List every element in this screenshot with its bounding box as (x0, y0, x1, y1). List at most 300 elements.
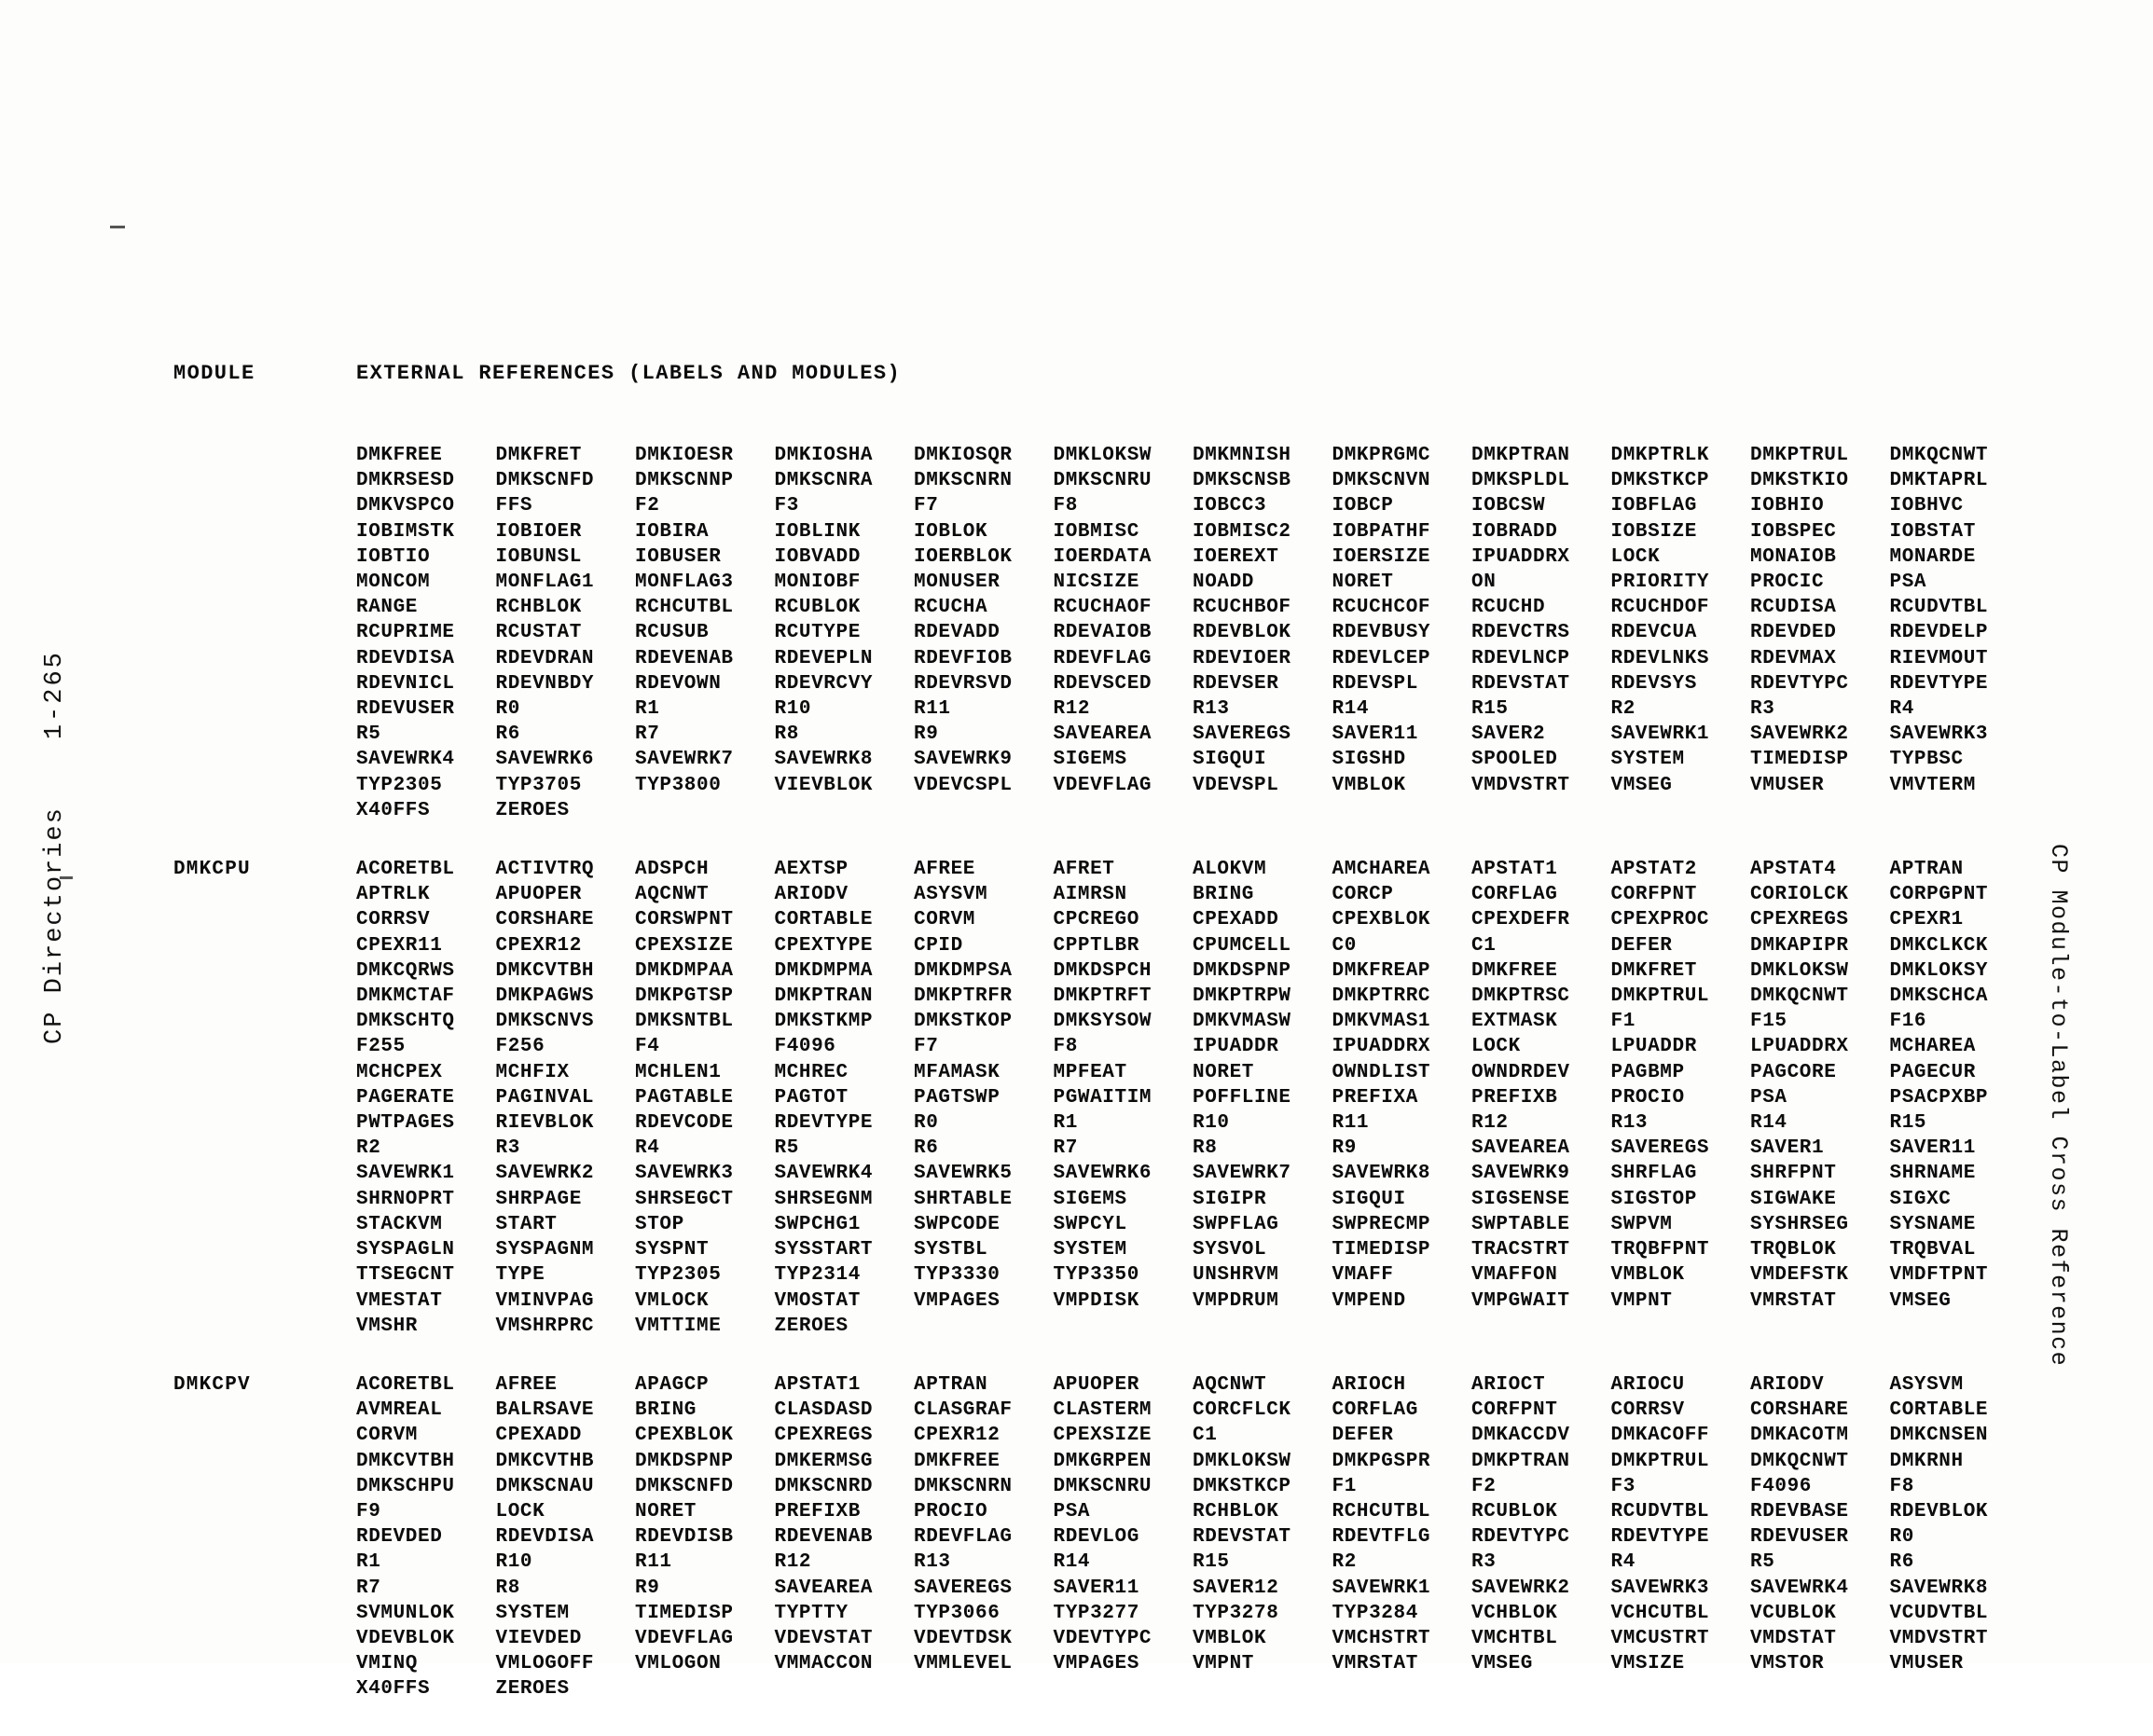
reference-grid (356, 443, 2029, 823)
reference-entry: IOBMISC2 (1193, 520, 1291, 543)
reference-entry: CORFPNT (1610, 884, 1697, 906)
reference-entry: SYSTBL (914, 1239, 988, 1261)
reference-entry: RCUDVTBL (1610, 1500, 1710, 1522)
reference-entry: VCUDVTBL (1889, 1602, 1989, 1624)
reference-entry: CORSHARE (495, 909, 595, 931)
reference-entry: RDEVSTAT (1471, 672, 1570, 695)
reference-entry: DMKSCNRN (914, 470, 1013, 492)
reference-entry: VMTTIME (635, 1315, 722, 1337)
reference-entry: SAVER11 (1889, 1137, 1976, 1160)
reference-entry: STOP (635, 1213, 684, 1235)
reference-entry: SYSNAME (1889, 1213, 1976, 1235)
reference-entry: F3 (774, 495, 799, 517)
reference-entry: VMSTOR (1750, 1653, 1825, 1675)
reference-entry: RANGE (356, 597, 419, 619)
reference-entry: CORRSV (356, 909, 431, 931)
reference-entry: CPEXREGS (1750, 909, 1849, 931)
reference-entry: SAVEWRK8 (1889, 1577, 1989, 1599)
reference-entry: VMPAGES (1053, 1653, 1139, 1675)
reference-entry: TRQBVAL (1889, 1239, 1976, 1261)
reference-entry: R15 (1889, 1112, 1927, 1135)
reference-entry: DMKSYSOW (1053, 1011, 1152, 1033)
reference-entry: CORFPNT (1471, 1399, 1558, 1422)
reference-entry: F4 (635, 1036, 660, 1058)
reference-entry: RDEVFIOB (914, 647, 1013, 669)
reference-entry: R14 (1332, 698, 1370, 721)
reference-entry: VDEVFLAG (635, 1627, 734, 1649)
reference-entry: SAVEREGS (914, 1577, 1013, 1599)
reference-entry: APTRAN (914, 1373, 988, 1396)
reference-entry: TIMEDISP (1750, 749, 1849, 771)
reference-entry: VMSIZE (1610, 1653, 1685, 1675)
reference-entry: DMKPTRRC (1332, 985, 1431, 1008)
reference-entry: VDEVTYPC (1053, 1627, 1152, 1649)
reference-entry: VMCHSTRT (1332, 1627, 1431, 1649)
reference-entry: VDEVCSPL (914, 774, 1013, 796)
reference-entry: ARIOCH (1332, 1373, 1406, 1396)
module-name: DMKCPU (173, 859, 251, 881)
reference-entry: VDEVSTAT (774, 1627, 874, 1649)
reference-entry: VDEVBLOK (356, 1627, 455, 1649)
reference-entry: DMKERMSG (774, 1450, 874, 1472)
reference-entry: TYP2314 (774, 1264, 861, 1287)
reference-entry: RDEVDED (1750, 622, 1837, 644)
reference-entry: SIGQUI (1193, 749, 1267, 771)
reference-entry: F4096 (1750, 1475, 1813, 1497)
reference-entry: APSTAT1 (774, 1373, 861, 1396)
page-content (173, 362, 2029, 1736)
reference-entry: SIGEMS (1053, 749, 1127, 771)
reference-entry: SIGWAKE (1750, 1188, 1837, 1210)
reference-entry: SAVEWRK3 (1889, 723, 1989, 746)
reference-entry: ACORETBL (356, 859, 455, 881)
reference-entry: PROCIO (1610, 1086, 1685, 1109)
reference-entry: ON (1471, 572, 1497, 594)
reference-entry: DMKCVTHB (495, 1450, 595, 1472)
reference-entry: IOBSIZE (1610, 520, 1697, 543)
reference-entry: F2 (635, 495, 660, 517)
reference-entry: SAVEWRK4 (1750, 1577, 1849, 1599)
reference-entry: SPOOLED (1471, 749, 1558, 771)
reference-entry: TYP3330 (914, 1264, 1001, 1287)
reference-entry: RDEVFLAG (914, 1526, 1013, 1549)
reference-entry: RDEVDRAN (495, 647, 595, 669)
reference-entry: RDEVEPLN (774, 647, 874, 669)
reference-entry: DMKSCNSB (1193, 470, 1291, 492)
reference-entry: NICSIZE (1053, 572, 1139, 594)
reference-entry: VMUSER (1750, 774, 1825, 796)
reference-entry: DMKDSPCH (1053, 959, 1152, 982)
module-block (173, 1372, 2029, 1702)
reference-entry: DMKSCHPU (356, 1475, 455, 1497)
reference-entry: SYSTEM (1053, 1239, 1127, 1261)
header-module: MODULE (173, 362, 255, 385)
reference-entry: CPEXSIZE (1053, 1425, 1152, 1447)
reference-entry: ZEROES (495, 1678, 570, 1701)
reference-entry: IOBPATHF (1332, 520, 1431, 543)
reference-entry: R4 (1610, 1551, 1635, 1574)
reference-entry: DMKQCNWT (1889, 445, 1989, 466)
reference-entry: DMKSCNFD (495, 470, 595, 492)
reference-entry: DMKIOSHA (774, 445, 874, 466)
reference-entry: UNSHRVM (1193, 1264, 1279, 1287)
reference-entry: R15 (1471, 698, 1509, 721)
reference-entry: TYP3705 (495, 774, 582, 796)
reference-entry: SAVEWRK8 (774, 749, 874, 771)
reference-entry: VMUSER (1889, 1653, 1964, 1675)
reference-entry: VMSEG (1889, 1289, 1952, 1312)
reference-entry: DMKDSPNP (1193, 959, 1291, 982)
reference-entry: R5 (774, 1137, 799, 1160)
reference-entry: R2 (356, 1137, 381, 1160)
reference-entry: R2 (1610, 698, 1635, 721)
reference-entry: DMKMCTAF (356, 985, 455, 1008)
reference-entry: VMDFTPNT (1889, 1264, 1989, 1287)
reference-entry: SAVER1 (1750, 1137, 1825, 1160)
reference-entry: SAVEWRK2 (1471, 1577, 1570, 1599)
reference-entry: START (495, 1213, 558, 1235)
reference-entry: SAVEREGS (1610, 1137, 1710, 1160)
reference-entry: DMKCVTBH (356, 1450, 455, 1472)
reference-entry: R12 (1053, 698, 1091, 721)
reference-entry: IOBSTAT (1889, 520, 1976, 543)
reference-entry: SHRFLAG (1610, 1163, 1697, 1185)
reference-entry: SIGSENSE (1471, 1188, 1570, 1210)
reference-entry: IOERSIZE (1332, 545, 1431, 568)
reference-entry: RCHBLOK (495, 597, 582, 619)
reference-entry: PSA (1750, 1086, 1787, 1109)
reference-entry: SHRPAGE (495, 1188, 582, 1210)
reference-entry: AVMREAL (356, 1399, 443, 1422)
reference-entry: PROCIC (1750, 572, 1825, 594)
reference-entry: CPCREGO (1053, 909, 1139, 931)
reference-entry: CPEXR1 (1889, 909, 1964, 931)
reference-entry: PAGERATE (356, 1086, 455, 1109)
reference-entry: VMCHTBL (1471, 1627, 1558, 1649)
reference-entry: IOBHIO (1750, 495, 1825, 517)
reference-entry: RDEVLOG (1053, 1526, 1139, 1549)
reference-entry: RCUBLOK (1471, 1500, 1558, 1522)
header-external-references: EXTERNAL REFERENCES (LABELS AND MODULES) (356, 362, 902, 385)
reference-entry: RDEVOWN (635, 672, 722, 695)
reference-entry: VMRSTAT (1332, 1653, 1418, 1675)
reference-entry: RDEVNBDY (495, 672, 595, 695)
reference-entry: AIMRSN (1053, 884, 1127, 906)
reference-entry: VMPGWAIT (1471, 1289, 1570, 1312)
reference-entry: PWTPAGES (356, 1112, 455, 1135)
reference-entry: F255 (356, 1036, 406, 1058)
reference-entry: SAVER12 (1193, 1577, 1279, 1599)
reference-entry: DMKQCNWT (1750, 985, 1849, 1008)
reference-entry: SWPCYL (1053, 1213, 1127, 1235)
reference-entry: SAVEAREA (774, 1577, 874, 1599)
reference-entry: RDEVTFLG (1332, 1526, 1431, 1549)
reference-entry: CORSWPNT (635, 909, 734, 931)
reference-entry: SHRSEGCT (635, 1188, 734, 1210)
reference-entry: VMMLEVEL (914, 1653, 1013, 1675)
reference-entry: R12 (774, 1551, 812, 1574)
reference-entry: VMBLOK (1332, 774, 1406, 796)
reference-entry: RDEVSYS (1610, 672, 1697, 695)
reference-entry: RCUCHAOF (1053, 597, 1152, 619)
reference-entry: IOBIMSTK (356, 520, 455, 543)
reference-entry: DMKSNTBL (635, 1011, 734, 1033)
reference-entry: RCUCHA (914, 597, 988, 619)
reference-entry: DEFER (1610, 934, 1673, 957)
reference-entry: CORCFLCK (1193, 1399, 1291, 1422)
reference-entry: SAVEWRK7 (635, 749, 734, 771)
reference-entry: VMLOGOFF (495, 1653, 595, 1675)
reference-entry: VMPDRUM (1193, 1289, 1279, 1312)
reference-entry: DMKPTRFR (914, 985, 1013, 1008)
reference-entry: VMBLOK (1610, 1264, 1685, 1287)
reference-entry: DMKSTKCP (1610, 470, 1710, 492)
reference-entry: SAVER11 (1053, 1577, 1139, 1599)
reference-entry: SYSPAGLN (356, 1239, 455, 1261)
reference-entry: TIMEDISP (1332, 1239, 1431, 1261)
reference-entry: RDEVAIOB (1053, 622, 1152, 644)
reference-entry: C0 (1332, 934, 1357, 957)
reference-entry: SYSHRSEG (1750, 1213, 1849, 1235)
reference-entry: VCUBLOK (1750, 1602, 1837, 1624)
page-number: 1-265 (41, 650, 69, 740)
reference-entry: RDEVLNKS (1610, 647, 1710, 669)
reference-entry: F8 (1053, 1036, 1078, 1058)
reference-entry: RCUTYPE (774, 622, 861, 644)
reference-entry: RDEVTYPC (1750, 672, 1849, 695)
reference-entry: MCHREC (774, 1061, 849, 1083)
reference-entry: PAGTABLE (635, 1086, 734, 1109)
reference-entry: TYP2305 (635, 1264, 722, 1287)
reference-entry: RDEVENAB (774, 1526, 874, 1549)
reference-entry: TIMEDISP (635, 1602, 734, 1624)
reference-entry: RDEVSCED (1053, 672, 1152, 695)
reference-entry: IOBRADD (1471, 520, 1558, 543)
reference-entry: RCUCHDOF (1610, 597, 1710, 619)
reference-entry: PSACPXBP (1889, 1086, 1989, 1109)
module-block (173, 443, 2029, 823)
reference-entry: TRQBLOK (1750, 1239, 1837, 1261)
reference-entry: TYP3278 (1193, 1602, 1279, 1624)
reference-entry: SHRNAME (1889, 1163, 1976, 1185)
reference-entry: DMKFREE (914, 1450, 1001, 1472)
reference-entry: CPEXBLOK (1332, 909, 1431, 931)
reference-entry: DMKACOTM (1750, 1425, 1849, 1447)
reference-entry: DMKPGSPR (1332, 1450, 1431, 1472)
reference-entry: R12 (1471, 1112, 1509, 1135)
reference-entry: R9 (914, 723, 939, 746)
reference-entry: LOCK (1471, 1036, 1521, 1058)
reference-entry: IOBVADD (774, 545, 861, 568)
reference-entry: CORCP (1332, 884, 1394, 906)
reference-entry: SYSTEM (1610, 749, 1685, 771)
reference-entry: CORIOLCK (1750, 884, 1849, 906)
reference-entry: R0 (914, 1112, 939, 1135)
reference-entry: TYP3800 (635, 774, 722, 796)
reference-entry: TYP2305 (356, 774, 443, 796)
reference-entry: RDEVNICL (356, 672, 455, 695)
reference-entry: R7 (635, 723, 660, 746)
reference-entry: PAGCORE (1750, 1061, 1837, 1083)
reference-entry: AMCHAREA (1332, 859, 1431, 881)
reference-entry: RCUDVTBL (1889, 597, 1989, 619)
reference-entry: VCHBLOK (1471, 1602, 1558, 1624)
reference-entry: NORET (1332, 572, 1394, 594)
reference-entry: MFAMASK (914, 1061, 1001, 1083)
reference-entry: R13 (914, 1551, 951, 1574)
reference-entry: DMKCLKCK (1889, 934, 1989, 957)
reference-entry: R3 (495, 1137, 520, 1160)
reference-entry: ALOKVM (1193, 859, 1267, 881)
reference-entry: RCUPRIME (356, 622, 455, 644)
reference-entry: SWPCHG1 (774, 1213, 861, 1235)
reference-entry: VMDVSTRT (1889, 1627, 1989, 1649)
reference-entry: SHRFPNT (1750, 1163, 1837, 1185)
module-block (173, 857, 2029, 1339)
reference-entry: DEFER (1332, 1425, 1394, 1447)
reference-entry: R3 (1471, 1551, 1497, 1574)
reference-entry: CPUMCELL (1193, 934, 1291, 957)
reference-entry: F2 (1471, 1475, 1497, 1497)
reference-entry: TYP3277 (1053, 1602, 1139, 1624)
reference-entry: SAVEWRK7 (1193, 1163, 1291, 1185)
reference-entry: DMKDMPSA (914, 959, 1013, 982)
reference-entry: PRIORITY (1610, 572, 1710, 594)
reference-entry: DMKSCNVN (1332, 470, 1431, 492)
reference-entry: CORTABLE (774, 909, 874, 931)
reference-entry: MCHCPEX (356, 1061, 443, 1083)
reference-entry: DMKDSPNP (635, 1450, 734, 1472)
reference-entry: TYP3350 (1053, 1264, 1139, 1287)
reference-entry: MONCOM (356, 572, 431, 594)
reference-entry: DMKSPLDL (1471, 470, 1570, 492)
left-running-title: CP Directories (41, 806, 69, 1044)
reference-entry: C1 (1471, 934, 1497, 957)
reference-entry: PREFIXA (1332, 1086, 1418, 1109)
reference-entry: RDEVTYPE (1889, 672, 1989, 695)
reference-entry: DMKPTRUL (1610, 985, 1710, 1008)
reference-entry: SWPVM (1610, 1213, 1673, 1235)
reference-entry: IPUADDRX (1471, 545, 1570, 568)
reference-entry: NORET (1193, 1061, 1255, 1083)
reference-entry: R5 (1750, 1551, 1775, 1574)
reference-entry: DMKPTRAN (1471, 1450, 1570, 1472)
reference-entry: APTRAN (1889, 859, 1964, 881)
reference-entry: DMKLOKSW (1750, 959, 1849, 982)
reference-entry: CPEXDEFR (1471, 909, 1570, 931)
reference-entry: SYSSTART (774, 1239, 874, 1261)
reference-entry: SAVEWRK2 (1750, 723, 1849, 746)
reference-entry: SAVEWRK6 (1053, 1163, 1152, 1185)
reference-entry: R1 (635, 698, 660, 721)
reference-entry: SYSPNT (635, 1239, 710, 1261)
reference-entry: TRACSTRT (1471, 1239, 1570, 1261)
reference-entry: F16 (1889, 1011, 1927, 1033)
reference-entry: SIGEMS (1053, 1188, 1127, 1210)
reference-entry: R13 (1193, 698, 1230, 721)
reference-entry: DMKTAPRL (1889, 470, 1989, 492)
reference-entry: SAVEWRK9 (1471, 1163, 1570, 1185)
reference-entry: TYP3284 (1332, 1602, 1418, 1624)
reference-entry: POFFLINE (1193, 1086, 1291, 1109)
reference-entry: ADSPCH (635, 859, 710, 881)
reference-entry: TYPTTY (774, 1602, 849, 1624)
reference-entry: R7 (356, 1577, 381, 1599)
reference-entry: BALRSAVE (495, 1399, 595, 1422)
reference-entry: RDEVBUSY (1332, 622, 1431, 644)
reference-entry: OWNDRDEV (1471, 1061, 1570, 1083)
reference-entry: RDEVBASE (1750, 1500, 1849, 1522)
reference-entry: VIEVDED (495, 1627, 582, 1649)
reference-entry: DMKPTRPW (1193, 985, 1291, 1008)
reference-entry: DMKCQRWS (356, 959, 455, 982)
column-headers (173, 362, 2029, 385)
reference-entry: RCUSUB (635, 622, 710, 644)
reference-entry: CPEXREGS (774, 1425, 874, 1447)
reference-entry: SAVEWRK3 (1610, 1577, 1710, 1599)
reference-entry: APSTAT1 (1471, 859, 1558, 881)
reference-entry: RDEVLCEP (1332, 647, 1431, 669)
reference-entry: BRING (1193, 884, 1255, 906)
reference-entry: APTRLK (356, 884, 431, 906)
reference-entry: DMKSTKIO (1750, 470, 1849, 492)
reference-entry: DMKSCNRN (914, 1475, 1013, 1497)
reference-entry: R8 (1193, 1137, 1218, 1160)
reference-entry: AFREE (914, 859, 976, 881)
reference-entry: IPUADDR (1193, 1036, 1279, 1058)
reference-entry: LOCK (495, 1500, 545, 1522)
reference-entry: TYPE (495, 1264, 545, 1287)
reference-entry: VMVTERM (1889, 774, 1976, 796)
reference-entry: SVMUNLOK (356, 1602, 455, 1624)
reference-entry: IOBMISC (1053, 520, 1139, 543)
module-blocks (173, 443, 2029, 1702)
reference-entry: VMLOCK (635, 1289, 710, 1312)
reference-entry: DMKCVTBH (495, 959, 595, 982)
reference-entry: RDEVDISA (495, 1526, 595, 1549)
module-name: DMKCPV (173, 1373, 251, 1396)
reference-entry: TRQBFPNT (1610, 1239, 1710, 1261)
reference-entry: F7 (914, 495, 939, 517)
reference-entry: DMKIOESR (635, 445, 734, 466)
reference-entry: RDEVLNCP (1471, 647, 1570, 669)
reference-entry: DMKVSPCO (356, 495, 455, 517)
reference-entry: DMKLOKSW (1053, 445, 1152, 466)
reference-entry: APSTAT2 (1610, 859, 1697, 881)
reference-entry: DMKSCHTQ (356, 1011, 455, 1033)
reference-entry: RDEVDISA (356, 647, 455, 669)
reference-entry: IOBHVC (1889, 495, 1964, 517)
reference-entry: DMKCNSEN (1889, 1425, 1989, 1447)
reference-entry: R6 (1889, 1551, 1914, 1574)
reference-entry: CORSHARE (1750, 1399, 1849, 1422)
reference-entry: DMKPTRAN (774, 985, 874, 1008)
reference-entry: RDEVCUA (1610, 622, 1697, 644)
reference-entry: TYP3066 (914, 1602, 1001, 1624)
reference-entry: SAVEWRK5 (914, 1163, 1013, 1185)
reference-entry: ARIODV (1750, 1373, 1825, 1396)
reference-entry: RCHBLOK (1193, 1500, 1279, 1522)
reference-entry: RCUDISA (1750, 597, 1837, 619)
reference-entry: CPEXPROC (1610, 909, 1710, 931)
reference-entry: SAVEWRK1 (1332, 1577, 1431, 1599)
reference-entry: MPFEAT (1053, 1061, 1127, 1083)
reference-entry: VMOSTAT (774, 1289, 861, 1312)
reference-entry: ZEROES (495, 799, 570, 821)
reference-entry: RDEVADD (914, 622, 1001, 644)
reference-entry: RDEVRCVY (774, 672, 874, 695)
reference-entry: ARIOCT (1471, 1373, 1546, 1396)
